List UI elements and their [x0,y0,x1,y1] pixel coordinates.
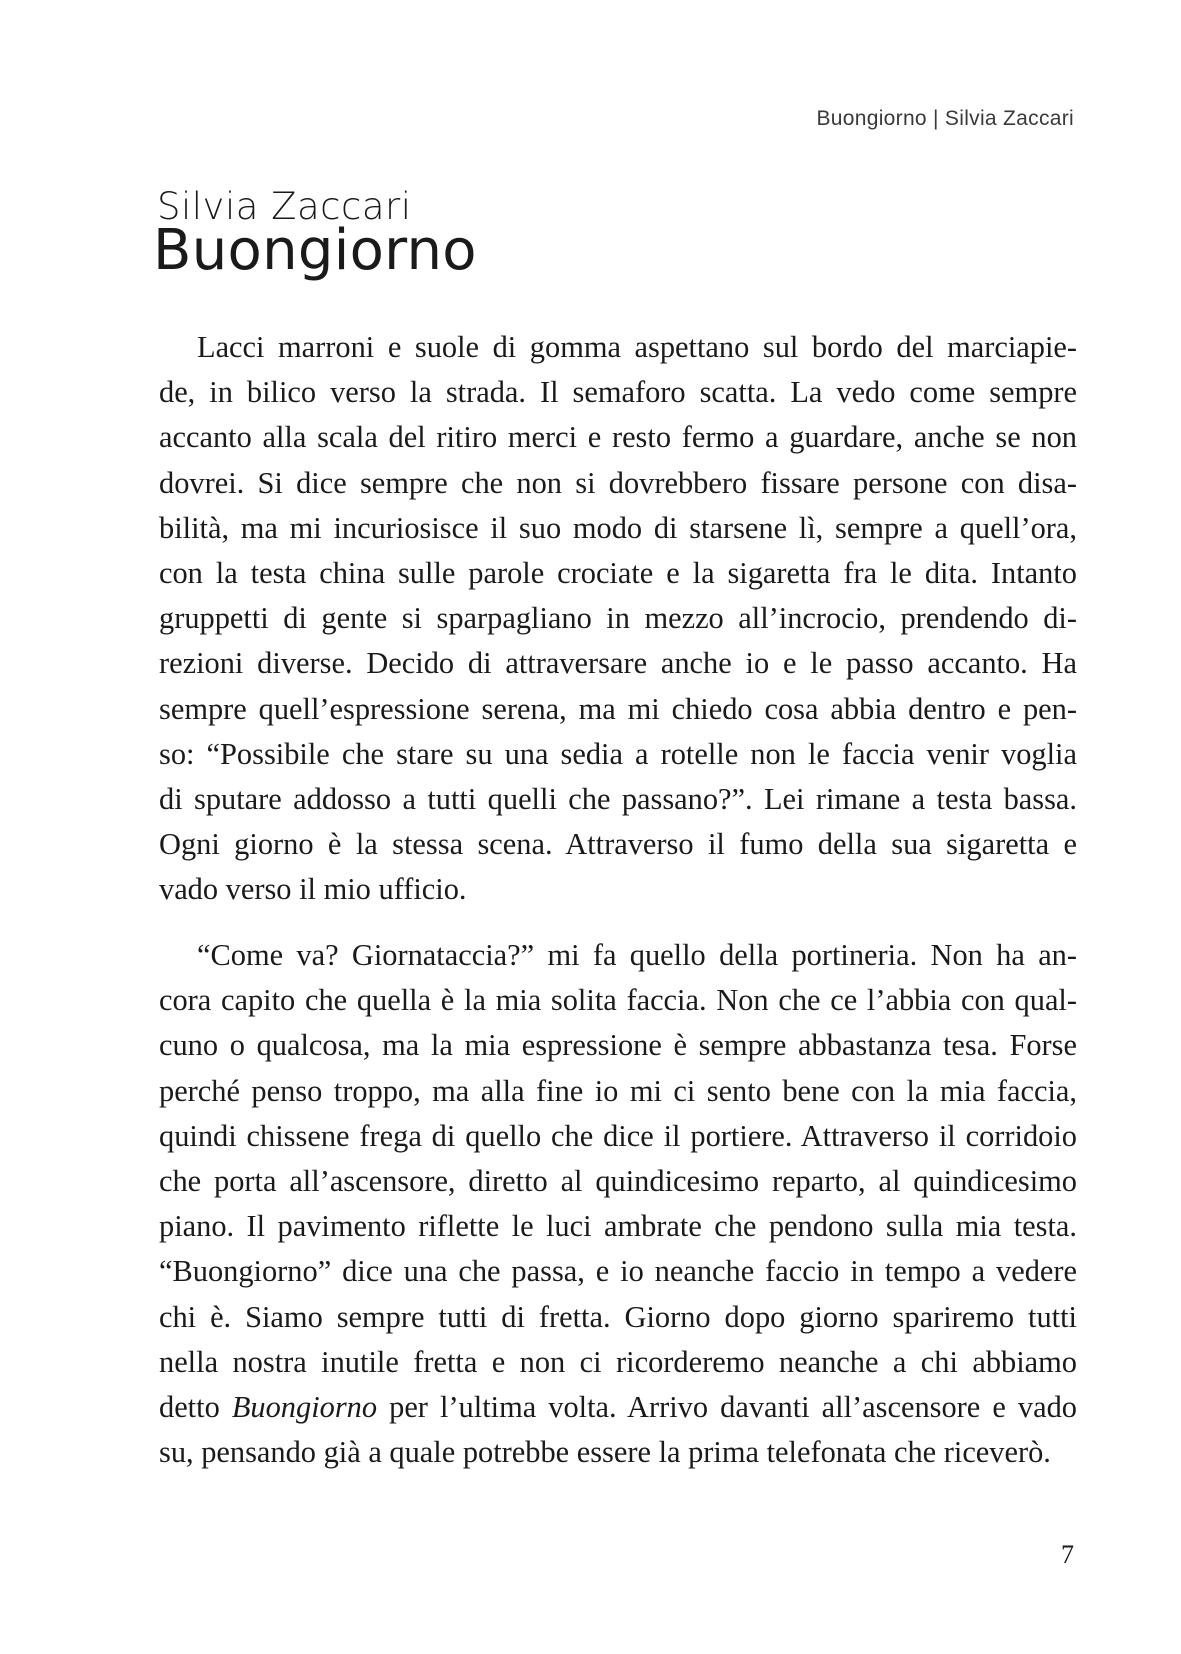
text-line: rezioni diverse. Decido di attraversare anche io e le passo accanto. Ha [159,646,1077,681]
text-line: nella nostra inutile fretta e non ci ricorderemo neanche a chi abbiamo [159,1344,1077,1379]
text-line: de, in bilico verso la strada. Il semaforo scatta. La vedo come sempre [159,375,1077,410]
text-line: bilità, ma mi incuriosisce il suo modo di starsene lì, sempre a quell’ora, [159,510,1077,545]
page-number: 7 [1061,1540,1074,1569]
chapter-author: Silvia Zaccari [157,185,412,228]
text-line: vado verso il mio ufficio. [159,872,467,907]
text-segment: per l’ultima volta. Arrivo davanti all’ascensore e vado [377,1390,1077,1425]
text-line: di sputare addosso a tutti quelli che passano?”. Lei rimane a testa bassa. [159,782,1077,817]
text-line: Ogni giorno è la stessa scena. Attraverso il fumo della sua sigaretta e [159,827,1077,862]
text-line: su, pensando già a quale potrebbe essere la prima telefonata che riceverò. [159,1435,1051,1470]
text-line: quindi chissene frega di quello che dice il portiere. Attraverso il corridoio [159,1118,1077,1153]
text-line: cora capito che quella è la mia solita faccia. Non che ce l’abbia con qual- [159,983,1077,1018]
text-line: che porta all’ascensore, diretto al quindicesimo reparto, al quindicesimo [159,1164,1077,1199]
text-line: “Buongiorno” dice una che passa, e io neanche faccio in tempo a vedere [159,1254,1077,1289]
paragraph-2 [159,933,1077,1475]
chapter-title: Buongiorno [153,218,477,283]
text-line: so: “Possibile che stare su una sedia a rotelle non le faccia venir voglia [159,736,1077,771]
text-line: “Come va? Giornataccia?” mi fa quello della portineria. Non ha an- [197,938,1077,972]
text-line: accanto alla scala del ritiro merci e resto fermo a guardare, anche se non [159,420,1077,455]
text-segment: detto [159,1390,232,1425]
text-line: con la testa china sulle parole crociate e la sigaretta fra le dita. Intanto [159,556,1077,591]
text-line [159,1385,1077,1430]
text-line: dovrei. Si dice sempre che non si dovrebbero fissare persone con disa- [159,465,1077,500]
text-line: perché penso troppo, ma alla fine io mi ci sento bene con la mia faccia, [159,1073,1077,1108]
running-header: Buongiorno | Silvia Zaccari [816,107,1074,130]
text-line: chi è. Siamo sempre tutti di fretta. Giorno dopo giorno spariremo tutti [159,1299,1077,1334]
text-line: cuno o qualcosa, ma la mia espressione è sempre abbastanza tesa. Forse [159,1028,1077,1063]
text-line: Lacci marroni e suole di gomma aspettano sul bordo del marciapie- [197,330,1077,364]
text-line: piano. Il pavimento riflette le luci ambrate che pendono sulla mia testa. [159,1209,1077,1244]
text-line: sempre quell’espressione serena, ma mi chiedo cosa abbia dentro e pen- [159,691,1077,726]
italic-word: Buongiorno [231,1390,378,1425]
text-line: gruppetti di gente si sparpagliano in mezzo all’incrocio, prendendo di- [159,601,1077,636]
paragraph-1 [159,325,1077,913]
